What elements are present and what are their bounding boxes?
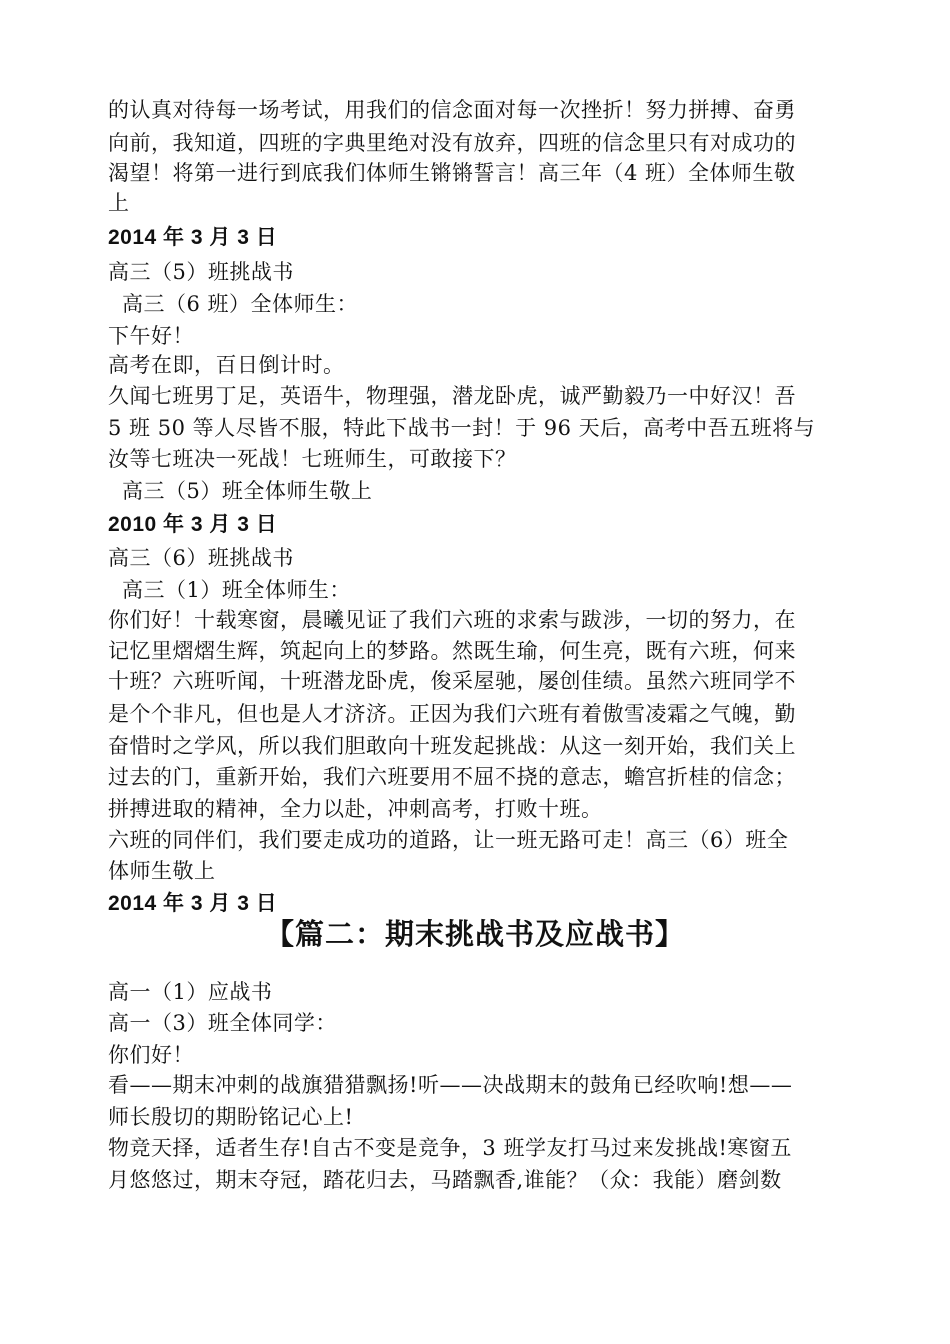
paragraph-line: 渴望！将第一进行到底我们体师生锵锵誓言！高三年（4 班）全体师生敬	[108, 161, 796, 185]
paragraph-line: 你们好！十载寒窗，晨曦见证了我们六班的求索与跋涉，一切的努力，在	[108, 608, 796, 632]
paragraph-line: 拼搏进取的精神，全力以赴，冲刺高考，打败十班。	[108, 797, 603, 821]
paragraph-line: 的认真对待每一场考试，用我们的信念面对每一次挫折！努力拼搏、奋勇	[108, 98, 796, 122]
salutation: 高三（1）班全体师生：	[122, 578, 351, 602]
letter-title: 高三（5）班挑战书	[108, 260, 294, 284]
paragraph-line: 奋惜时之学风，所以我们胆敢向十班发起挑战：从这一刻开始，我们关上	[108, 734, 796, 758]
paragraph-line: 看——期末冲刺的战旗猎猎飘扬!听——决战期末的鼓角已经吹响!想——	[108, 1073, 793, 1097]
paragraph-line: 5 班 50 等人尽皆不服，特此下战书一封！于 96 天后，高考中吾五班将与	[108, 416, 816, 440]
paragraph-line: 久闻七班男丁足，英语牛，物理强，潜龙卧虎，诚严勤毅乃一中好汉！吾	[108, 384, 796, 408]
section-heading: 【篇二：期末挑战书及应战书】	[264, 917, 685, 951]
paragraph-line: 汝等七班决一死战！七班师生，可敢接下？	[108, 447, 517, 471]
date-line: 2010 年 3 月 3 日	[108, 513, 278, 536]
greeting: 你们好！	[108, 1043, 194, 1067]
signature-line: 高三（5）班全体师生敬上	[122, 479, 373, 503]
paragraph-line: 物竞天择，适者生存!自古不变是竞争，3 班学友打马过来发挑战!寒窗五	[108, 1136, 792, 1160]
paragraph-line: 记忆里熠熠生辉，筑起向上的梦路。然既生瑜，何生亮，既有六班，何来	[108, 639, 796, 663]
paragraph-line: 月悠悠过，期末夺冠，踏花归去，马踏飘香,谁能？（众：我能）磨剑数	[108, 1168, 782, 1192]
paragraph-line: 六班的同伴们，我们要走成功的道路，让一班无路可走！高三（6）班全	[108, 828, 789, 852]
date-line: 2014 年 3 月 3 日	[108, 226, 278, 249]
letter-title: 高三（6）班挑战书	[108, 546, 294, 570]
paragraph-line: 高考在即，百日倒计时。	[108, 353, 345, 377]
paragraph-line: 师长殷切的期盼铭记心上!	[108, 1105, 354, 1129]
paragraph-line: 十班？六班听闻，十班潜龙卧虎，俊采屋驰，屡创佳绩。虽然六班同学不	[108, 669, 796, 693]
paragraph-line: 是个个非凡，但也是人才济济。正因为我们六班有着傲雪凌霜之气魄，勤	[108, 702, 796, 726]
date-line: 2014 年 3 月 3 日	[108, 892, 278, 915]
letter-title: 高一（1）应战书	[108, 980, 273, 1004]
paragraph-line: 向前，我知道，四班的字典里绝对没有放弃，四班的信念里只有对成功的	[108, 131, 796, 155]
signature-line: 体师生敬上	[108, 859, 216, 883]
paragraph-line: 过去的门，重新开始，我们六班要用不屈不挠的意志，蟾宫折桂的信念；	[108, 765, 796, 789]
salutation: 高一（3）班全体同学：	[108, 1011, 337, 1035]
greeting: 下午好！	[108, 324, 194, 348]
paragraph-line: 上	[108, 191, 130, 215]
salutation: 高三（6 班）全体师生：	[122, 292, 359, 316]
